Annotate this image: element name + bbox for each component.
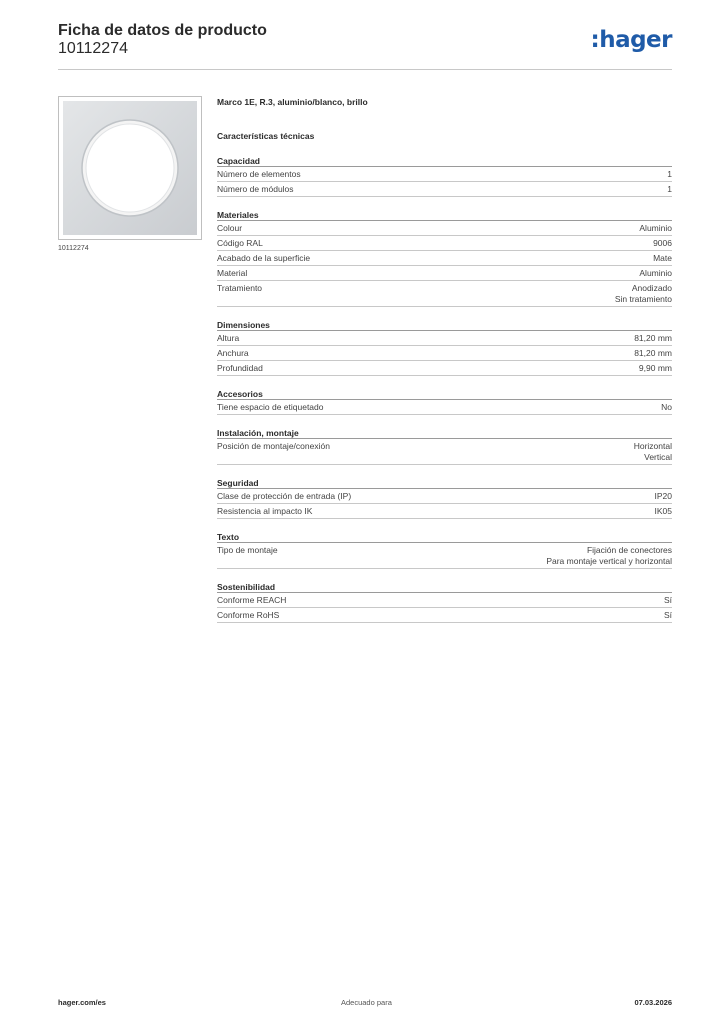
spec-row: [217, 182, 672, 197]
page-header: [58, 22, 672, 70]
spec-row: [217, 489, 672, 504]
spec-section: [217, 477, 672, 519]
spec-value-line: Aluminio: [639, 267, 672, 278]
spec-value: [634, 348, 672, 359]
section-title: Instalación, montaje: [217, 427, 672, 439]
spec-label: Colour: [217, 222, 243, 233]
hager-logo: :hager: [590, 27, 672, 53]
spec-value-line: Vertical: [644, 451, 672, 462]
spec-label: Tipo de montaje: [217, 544, 278, 555]
product-image: [58, 96, 202, 240]
product-name: Marco 1E, R.3, aluminio/blanco, brillo: [217, 97, 368, 107]
section-title: Texto: [217, 531, 672, 543]
spec-value: [661, 402, 672, 413]
spec-value: [634, 441, 672, 463]
section-title: Seguridad: [217, 477, 672, 489]
spec-value: [667, 184, 672, 195]
spec-label: Profundidad: [217, 362, 263, 373]
spec-label: Altura: [217, 332, 240, 343]
spec-value-line: Aluminio: [639, 222, 672, 233]
spec-sections: [217, 155, 672, 623]
spec-value-line: IP20: [654, 490, 672, 501]
spec-label: Anchura: [217, 347, 249, 358]
spec-value: [664, 595, 672, 606]
spec-row: [217, 251, 672, 266]
spec-row: [217, 439, 672, 465]
spec-value-line: Sí: [663, 594, 672, 605]
spec-section: [217, 388, 672, 415]
spec-value: [639, 268, 672, 279]
spec-row: [217, 221, 672, 236]
spec-value: [667, 169, 672, 180]
spec-value: [615, 283, 672, 305]
spec-value-line: 81,20 mm: [634, 347, 672, 358]
spec-value-line: 9006: [653, 237, 672, 248]
footer-date: 07.03.2026: [634, 998, 672, 1007]
document-title: Ficha de datos de producto: [58, 22, 267, 39]
spec-row: [217, 593, 672, 608]
spec-label: Número de módulos: [217, 183, 294, 194]
spec-label: Material: [217, 267, 248, 278]
spec-heading: Características técnicas: [217, 131, 315, 141]
spec-value: [639, 363, 672, 374]
spec-row: [217, 608, 672, 623]
spec-value: [664, 610, 672, 621]
spec-row: [217, 504, 672, 519]
spec-value: [655, 491, 673, 502]
spec-section: [217, 155, 672, 197]
section-title: Sostenibilidad: [217, 581, 672, 593]
spec-value-line: Sí: [663, 609, 672, 620]
spec-row: [217, 400, 672, 415]
spec-row: [217, 331, 672, 346]
spec-value-line: Fijación de conectores: [586, 544, 672, 555]
spec-value-line: 9,90 mm: [638, 362, 672, 373]
spec-value-line: 81,20 mm: [634, 332, 672, 343]
footer-suitable-for: Adecuado para: [341, 998, 392, 1007]
spec-label: Conforme RoHS: [217, 609, 280, 620]
spec-value-line: No: [661, 401, 672, 412]
section-title: Capacidad: [217, 155, 672, 167]
spec-value: [546, 545, 672, 567]
spec-label: Acabado de la superficie: [217, 252, 311, 263]
spec-label: Posición de montaje/conexión: [217, 440, 330, 451]
spec-row: [217, 266, 672, 281]
spec-section: [217, 319, 672, 376]
spec-label: Conforme REACH: [217, 594, 287, 605]
spec-value: [653, 253, 672, 264]
spec-value-line: Mate: [653, 252, 672, 263]
spec-value-line: Para montaje vertical y horizontal: [546, 555, 672, 566]
spec-label: Número de elementos: [217, 168, 301, 179]
spec-label: Tiene espacio de etiquetado: [217, 401, 324, 412]
spec-value: [655, 506, 673, 517]
spec-label: Tratamiento: [217, 282, 263, 293]
spec-row: [217, 346, 672, 361]
spec-section: [217, 581, 672, 623]
spec-row: [217, 167, 672, 182]
spec-label: Código RAL: [217, 237, 263, 248]
spec-value: [653, 238, 672, 249]
spec-value-line: 1: [667, 183, 672, 194]
spec-value-line: Anodizado: [631, 282, 672, 293]
spec-row: [217, 543, 672, 569]
image-caption: 10112274: [58, 245, 89, 252]
section-title: Accesorios: [217, 388, 672, 400]
spec-label: Clase de protección de entrada (IP): [217, 490, 352, 501]
spec-content: [217, 95, 672, 623]
spec-value: [634, 333, 672, 344]
section-title: Materiales: [217, 209, 672, 221]
spec-row: [217, 236, 672, 251]
spec-section: [217, 427, 672, 465]
product-number: 10112274: [58, 40, 128, 57]
spec-value: [639, 223, 672, 234]
spec-value-line: Sin tratamiento: [614, 293, 672, 304]
frame-picture: [59, 97, 201, 239]
spec-value-line: Horizontal: [633, 440, 672, 451]
footer-website: hager.com/es: [58, 998, 106, 1007]
spec-section: [217, 209, 672, 307]
spec-value-line: 1: [667, 168, 672, 179]
section-title: Dimensiones: [217, 319, 672, 331]
spec-section: [217, 531, 672, 569]
spec-value-line: IK05: [654, 505, 672, 516]
spec-row: [217, 361, 672, 376]
spec-label: Resistencia al impacto IK: [217, 505, 313, 516]
spec-row: [217, 281, 672, 307]
